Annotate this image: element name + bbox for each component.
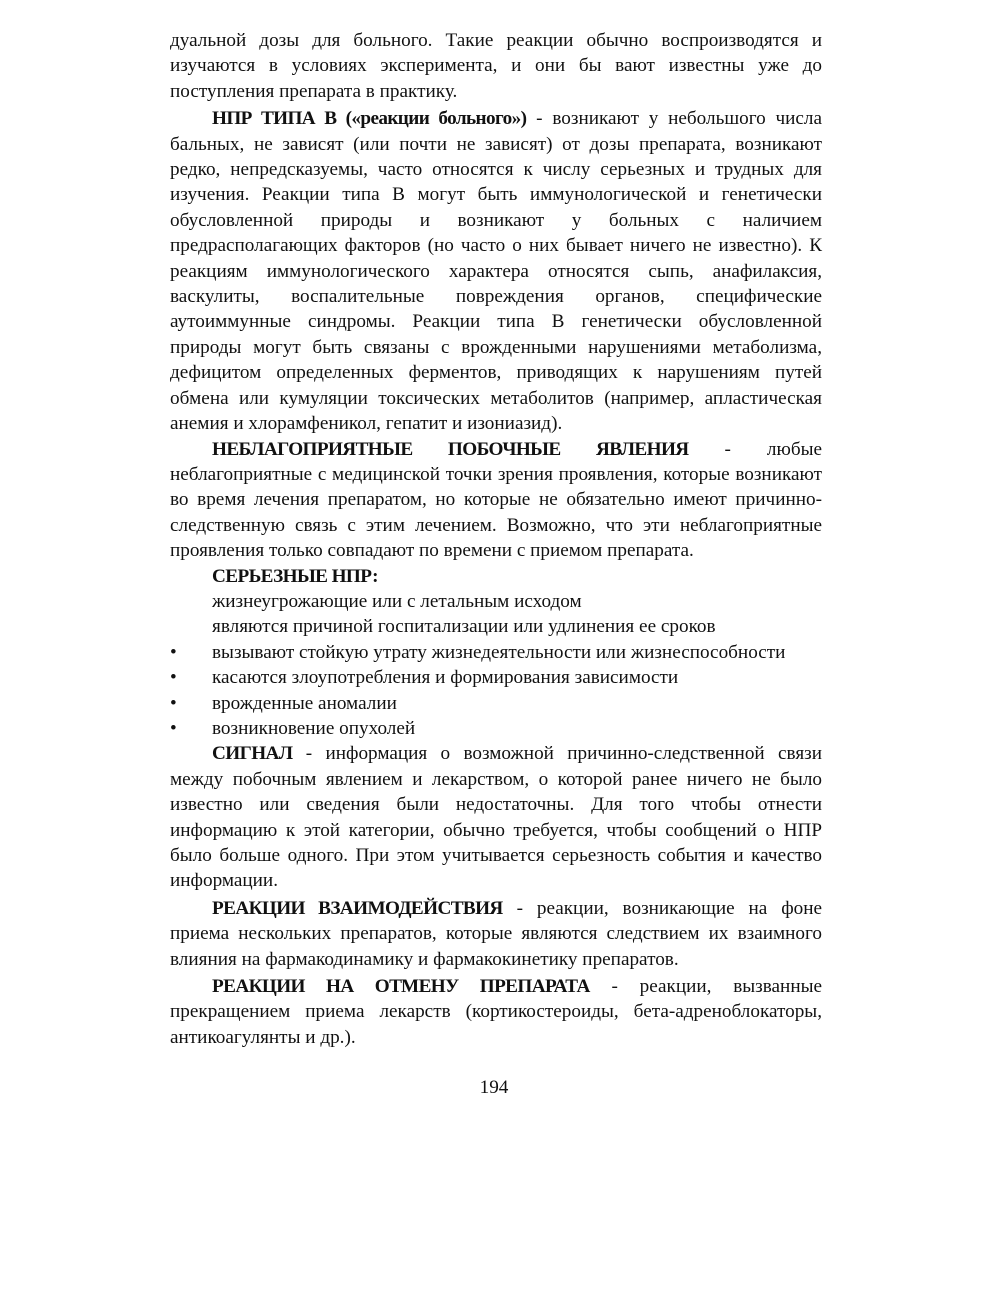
serious-adr-line-1: [170, 589, 822, 614]
bullet-icon: •: [170, 641, 177, 663]
paragraph-text: возникают у небольшого числа бальных, не зависят (или почти не зависят) от дозы препарата, возникают редко, непредсказуемы, часто относятся к числу серьезных и трудных для изучения. Реакции типа В могут быть иммунологической и генетически обусловленной природы и возникают у больных с наличием предрасполагающих факторов (но часто о них бывает ничего не известно). К реакциям иммунологического характера относятся сыпь, анафилаксия, васкулиты, воспалительные повреждения органов, специфические аутоиммунные синдромы. Реакции типа В генетически обусловленной природы могут быть связаны с врожденными нарушениями метаболизма, дефицитом определенных ферментов, приводящих к нарушениям путей обмена или кумуляции токсических метаболитов (например, апластическая анемия и хлорамфеникол, гепатит и изониазид).: [170, 108, 823, 435]
list-item-text: возникновение опухолей: [212, 717, 416, 739]
paragraph-text: информация о возможной причинно-следственной связи между побочным явлением и лекарством, о которой ранее ничего не было известно или сведения были недостаточны. Для того чтобы отнести информацию к этой категории, обычно требуется, чтобы сообщений о НПР было больше одного. При этом учитывается серьезность события и качество информации.: [170, 743, 822, 892]
term-dash: -: [526, 108, 553, 130]
serious-adr-line-2: [170, 614, 822, 639]
term-withdrawal-reactions: РЕАКЦИИ НА ОТМЕНУ ПРЕПАРАТА: [212, 976, 590, 998]
paragraph-type-b: [170, 106, 822, 436]
document-page: [170, 28, 822, 1050]
paragraph-text: дуальной дозы для больного. Такие реакции обычно воспроизводятся и изучаются в условиях эксперимента, и они бы вают известны уже до поступления препарата в практику.: [170, 30, 822, 102]
list-item: [170, 665, 822, 690]
term-dash: -: [292, 743, 326, 765]
paragraph-signal: [170, 741, 822, 893]
bullet-icon: •: [170, 692, 177, 714]
list-item-text: вызывают стойкую утрату жизнедеятельности или жизнеспособности: [212, 641, 786, 663]
serious-adr-bullet-list: [170, 640, 822, 742]
list-item: [170, 691, 822, 716]
list-item-text: касаются злоупотребления и формирования зависимости: [212, 667, 679, 689]
term-dash: -: [688, 438, 767, 460]
bullet-icon: •: [170, 717, 177, 739]
serious-adr-heading-block: [170, 564, 822, 589]
paragraph-text: реакции, вызванные прекращением приема лекарств (кортикостероиды, бета-адреноблокаторы, антикоагулянты и др.).: [170, 976, 822, 1048]
paragraph-text: реакции, возникающие на фоне приема нескольких препаратов, которые являются следствием их взаимного влияния на фармакодинамику и фармакокинетику препаратов.: [170, 897, 822, 970]
list-item: [170, 640, 822, 665]
page-number: 194: [479, 1077, 509, 1098]
bullet-icon: •: [170, 667, 177, 689]
serious-adr-line-text: являются причиной госпитализации или удлинения ее сроков: [212, 616, 716, 638]
list-item: [170, 716, 822, 741]
paragraph-interaction-reactions: [170, 896, 822, 972]
term-dash: -: [502, 897, 537, 919]
term-serious-adr: СЕРЬЕЗНЫЕ НПР:: [212, 565, 378, 587]
term-signal: СИГНАЛ: [212, 743, 293, 765]
term-adverse-events: НЕБЛАГОПРИЯТНЫЕ ПОБОЧНЫЕ ЯВЛЕНИЯ: [212, 438, 689, 460]
paragraph-text: любые неблагоприятные с медицинской точки зрения проявления, которые возникают во время лечения препаратом, но которые не обязательно имеют причинно-следственную связь с этим лечением. Возможно, что эти неблагоприятные проявления только совпадают по времени с приемом препарата.: [170, 438, 822, 562]
paragraph-withdrawal-reactions: [170, 974, 822, 1050]
term-interaction-reactions: РЕАКЦИИ ВЗАИМОДЕЙСТВИЯ: [212, 897, 503, 919]
term-dash: -: [589, 976, 640, 998]
serious-adr-line-text: жизнеугрожающие или с летальным исходом: [212, 590, 582, 612]
list-item-text: врожденные аномалии: [212, 692, 397, 714]
term-type-b: НПР ТИПА В («реакции больного»): [212, 108, 527, 130]
paragraph-continuation: [170, 28, 822, 104]
paragraph-adverse-events: [170, 437, 822, 564]
